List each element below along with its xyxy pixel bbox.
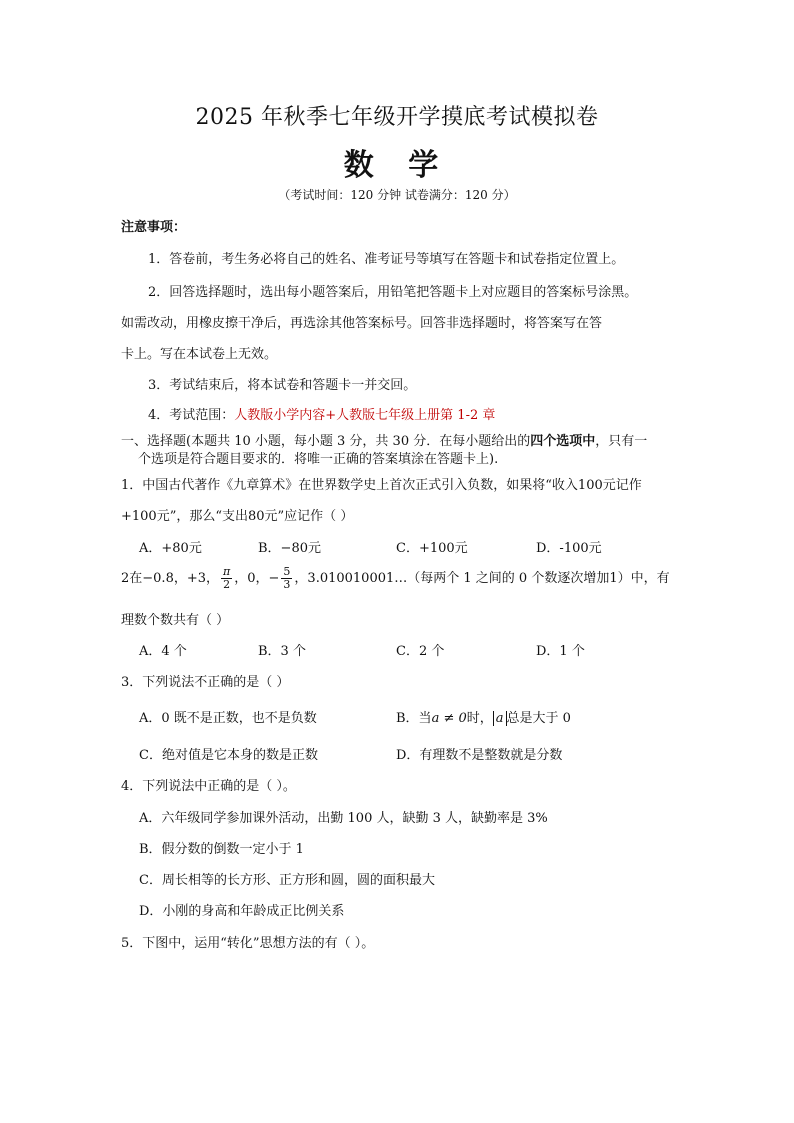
q3-option-c: C．绝对值是它本身的数是正数: [139, 748, 318, 763]
q4-option-a: A．六年级同学参加课外活动，出勤 100 人，缺勤 3 人，缺勤率是 3%: [139, 811, 548, 826]
q3-option-d: D．有理数不是整数就是分数: [396, 748, 563, 763]
notice-item-2-line-1: 2．回答选择题时，选出每小题答案后，用铅笔把答题卡上对应题目的答案标号涂黑。: [148, 285, 638, 300]
q2-option-c: C．2 个: [396, 644, 445, 659]
q2-stem-line-1: [121, 566, 670, 591]
q2-text-1: 2在−0.8，+3，: [121, 571, 220, 586]
q1-option-d: D．-100元: [536, 541, 602, 556]
q1-stem-line-2: +100元”，那么“支出80元”应记作（ ）: [121, 509, 354, 524]
notice-item-4-prefix: 4．考试范围：: [148, 408, 235, 423]
section-1-heading-line-1: [121, 430, 647, 449]
fraction-denominator: 3: [283, 578, 291, 591]
q5-stem: 5．下图中，运用“转化”思想方法的有（ ）。: [121, 936, 375, 951]
exam-range: 人教版小学内容+人教版七年级上册第 1-2 章: [234, 408, 496, 423]
q1-option-b: B．−80元: [258, 541, 321, 556]
section-1-text-b: ，只有一: [595, 434, 648, 449]
pi-denominator: 2: [223, 578, 231, 591]
q2-option-a: A．4 个: [139, 644, 187, 659]
q2-option-d: D．1 个: [536, 644, 585, 659]
notice-item-2-line-3: 卡上。写在本试卷上无效。: [121, 347, 278, 362]
q3-option-a: A．0 既不是正数，也不是负数: [139, 711, 317, 726]
q3-b-prefix: B．当: [396, 711, 432, 726]
subject-title: 数 学: [343, 148, 451, 183]
five-thirds-fraction: [281, 566, 292, 591]
q1-stem-line-1: 1．中国古代著作《九章算术》在世界数学史上首次正式引入负数，如果将“收入100元记作: [121, 478, 642, 493]
section-1-heading-line-2: 个选项是符合题目要求的．将唯一正确的答案填涂在答题卡上).: [138, 452, 499, 467]
notice-item-4: [148, 404, 495, 423]
q2-stem-line-2: 理数个数共有（ ）: [121, 613, 230, 628]
q2-option-b: B．3 个: [258, 644, 306, 659]
q4-option-b: B．假分数的倒数一定小于 1: [139, 842, 304, 857]
q1-option-c: C．+100元: [396, 541, 468, 556]
pi-numerator: π: [223, 565, 231, 578]
q4-option-d: D．小刚的身高和年龄成正比例关系: [139, 904, 345, 919]
section-1-bold: 四个选项中: [530, 434, 596, 449]
exam-title: 2025 年秋季七年级开学摸底考试模拟卷: [195, 105, 599, 130]
q2-text-2: ，0，−: [234, 571, 280, 586]
fraction-numerator: 5: [283, 565, 291, 578]
notice-item-2-line-2: 如需改动，用橡皮擦干净后，再选涂其他答案标号。回答非选择题时，将答案写在答: [121, 316, 603, 331]
section-1-text-a: 一、选择题(本题共 10 小题，每小题 3 分，共 30 分．在每小题给出的: [121, 434, 531, 449]
absolute-value-a: a: [493, 711, 507, 726]
pi-over-2-fraction: [221, 566, 232, 591]
q3-b-condition: a ≠ 0: [431, 711, 467, 726]
notice-item-1: 1．答卷前，考生务必将自己的姓名、准考证号等填写在答题卡和试卷指定位置上。: [148, 252, 625, 267]
notice-heading: 注意事项：: [121, 220, 187, 235]
q3-b-suffix: 总是大于 0: [506, 711, 571, 726]
q1-option-a: A．+80元: [139, 541, 202, 556]
q4-option-c: C．周长相等的长方形、正方形和圆，圆的面积最大: [139, 873, 435, 888]
notice-item-3: 3．考试结束后，将本试卷和答题卡一并交回。: [148, 378, 417, 393]
q3-option-b: [396, 707, 571, 726]
q3-stem: 3．下列说法不正确的是（ ）: [121, 675, 290, 690]
q2-text-3: ，3.010010001…（每两个 1 之间的 0 个数逐次增加1）中，有: [294, 571, 670, 586]
time-info: （考试时间：120 分钟 试卷满分：120 分）: [278, 188, 516, 202]
q4-stem: 4．下列说法中正确的是（ ）。: [121, 779, 296, 794]
q3-b-mid: 时，: [466, 711, 493, 726]
